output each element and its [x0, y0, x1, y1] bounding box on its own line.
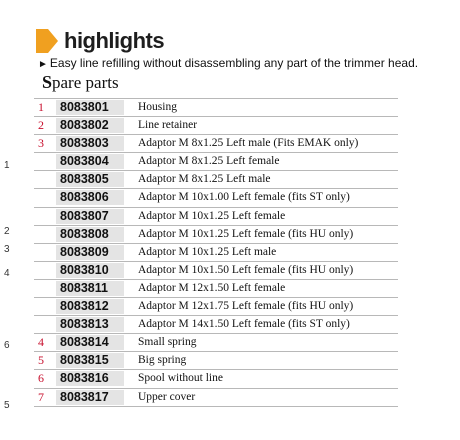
- part-description: Big spring: [138, 354, 187, 367]
- table-row: [34, 189, 398, 207]
- highlights-title: highlights: [64, 28, 165, 53]
- table-row: [34, 298, 398, 316]
- part-description: Line retainer: [138, 119, 198, 132]
- spare-parts-heading: [42, 72, 119, 93]
- highlights-header: [36, 28, 164, 54]
- part-description: Adaptor M 10x1.25 Left male: [138, 245, 277, 258]
- margin-callout-number: 1: [4, 160, 10, 171]
- position-number: 7: [38, 389, 44, 404]
- table-row: [34, 334, 398, 352]
- table-row: [34, 135, 398, 153]
- position-number: 3: [38, 136, 44, 151]
- margin-callout-number: 4: [4, 268, 10, 279]
- part-code: 8083815: [56, 353, 124, 368]
- table-row: [34, 262, 398, 280]
- part-description: Small spring: [138, 336, 197, 349]
- part-description: Adaptor M 8x1.25 Left male: [138, 173, 271, 186]
- feature-line: [38, 56, 418, 70]
- part-description: Adaptor M 12x1.50 Left female: [138, 281, 286, 294]
- part-description: Adaptor M 10x1.50 Left female (fits HU only): [138, 263, 354, 276]
- table-row: [34, 171, 398, 189]
- position-number: 4: [38, 335, 44, 350]
- part-code: 8083814: [56, 335, 124, 350]
- part-code: 8083809: [56, 245, 124, 260]
- part-code: 8083808: [56, 227, 124, 242]
- table-row: [34, 244, 398, 262]
- part-description: Housing: [138, 101, 177, 113]
- part-code: 8083801: [56, 100, 124, 115]
- part-description: Adaptor M 14x1.50 Left female (fits ST only): [138, 318, 350, 331]
- part-description: Adaptor M 12x1.75 Left female (fits HU only): [138, 300, 354, 313]
- table-row: [34, 370, 398, 388]
- table-row: [34, 352, 398, 370]
- table-row: [34, 98, 398, 117]
- part-code: 8083802: [56, 118, 124, 133]
- feature-text: Easy line refilling without disassembling any part of the trimmer head.: [49, 56, 419, 70]
- part-code: 8083812: [56, 299, 124, 314]
- part-code: 8083813: [56, 317, 124, 332]
- position-number: 2: [38, 118, 44, 133]
- table-row: [34, 226, 398, 244]
- part-code: 8083811: [56, 281, 124, 296]
- highlight-tag-icon: [36, 29, 58, 53]
- spare-parts-table: [34, 98, 398, 407]
- part-code: 8083810: [56, 263, 124, 278]
- part-description: Adaptor M 10x1.00 Left female (fits ST only): [138, 191, 350, 204]
- part-code: 8083806: [56, 190, 124, 205]
- position-number: 5: [38, 353, 44, 368]
- table-row: [34, 153, 398, 171]
- bullet-arrow-icon: ►: [38, 59, 48, 70]
- table-row: [34, 208, 398, 226]
- part-code: 8083805: [56, 172, 124, 187]
- part-description: Adaptor M 8x1.25 Left male (Fits EMAK only): [138, 137, 359, 150]
- part-code: 8083816: [56, 371, 124, 386]
- spare-parts-rest: pare parts: [52, 73, 119, 92]
- margin-callout-number: 2: [4, 226, 10, 237]
- part-description: Adaptor M 10x1.25 Left female (fits HU only): [138, 227, 354, 240]
- table-row: [34, 117, 398, 135]
- part-description: Upper cover: [138, 390, 196, 403]
- part-code: 8083804: [56, 154, 124, 169]
- table-row: [34, 280, 398, 298]
- position-number: 1: [38, 100, 44, 114]
- part-code: 8083817: [56, 390, 124, 405]
- margin-callout-number: 5: [4, 400, 10, 411]
- table-row: [34, 389, 398, 407]
- part-description: Spool without line: [138, 372, 223, 385]
- part-description: Adaptor M 10x1.25 Left female: [138, 209, 286, 222]
- part-code: 8083803: [56, 136, 124, 151]
- table-row: [34, 316, 398, 334]
- position-number: 6: [38, 371, 44, 386]
- spare-parts-initial: S: [42, 72, 53, 92]
- part-description: Adaptor M 8x1.25 Left female: [138, 155, 280, 168]
- margin-callout-number: 3: [4, 244, 10, 255]
- margin-callout-number: 6: [4, 340, 10, 351]
- part-code: 8083807: [56, 209, 124, 224]
